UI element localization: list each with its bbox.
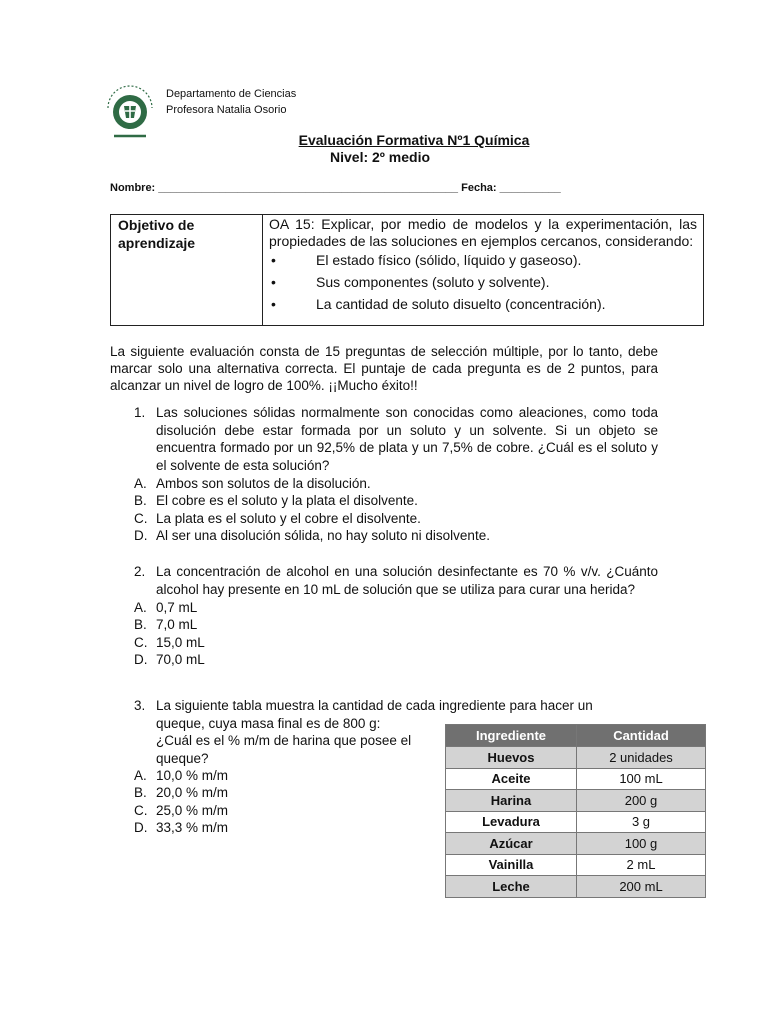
- question-number: 3.: [134, 698, 146, 713]
- ingredient-cell: Huevos: [446, 747, 577, 769]
- table-row: [446, 876, 706, 898]
- question-number: 1.: [134, 405, 146, 420]
- teacher-name: Profesora Natalia Osorio: [166, 104, 287, 116]
- date-field[interactable]: Fecha: __________: [461, 182, 561, 194]
- question-text-line-2: queque, cuya masa final es de 800 g:: [156, 715, 381, 731]
- bullet-symbol: •: [271, 274, 276, 290]
- objective-table: [110, 214, 704, 326]
- option-text: 10,0 % m/m: [156, 768, 229, 783]
- ingredient-cell: Vainilla: [446, 854, 577, 876]
- option-letter: A.: [134, 768, 147, 783]
- column-header: Cantidad: [577, 725, 706, 747]
- option-letter: C.: [134, 511, 148, 526]
- option-letter: D.: [134, 652, 148, 667]
- objective-body: [263, 215, 703, 315]
- table-row: [446, 768, 706, 790]
- option-letter: B.: [134, 617, 147, 632]
- question-number: 2.: [134, 564, 146, 579]
- bullet-text: El estado físico (sólido, líquido y gaseoso).: [316, 252, 582, 268]
- question-1: [134, 404, 658, 476]
- question-text-line-1: La siguiente tabla muestra la cantidad de cada ingrediente para hacer un: [156, 698, 593, 713]
- quantity-cell: 100 mL: [577, 768, 706, 790]
- quantity-cell: 100 g: [577, 833, 706, 855]
- instructions: La siguiente evaluación consta de 15 preguntas de selección múltiple, por lo tanto, debe marcar solo una alternativa correcta. El puntaje de cada pregunta es de 2 puntos, para alcanzar un nivel de logro de 100%. ¡¡Mucho éxito!!: [110, 344, 658, 393]
- table-row: [446, 833, 706, 855]
- level-text: Nivel: 2º medio: [330, 149, 431, 165]
- table-header-row: [446, 725, 706, 747]
- option-letter: D.: [134, 528, 148, 543]
- option-text: Al ser una disolución sólida, no hay soluto ni disolvente.: [156, 528, 490, 543]
- ingredients-table: [445, 724, 706, 898]
- question-text-line-3: ¿Cuál es el % m/m de harina que posee el queque?: [156, 733, 412, 766]
- name-date-row: [110, 182, 561, 194]
- objective-text: OA 15: Explicar, por medio de modelos y la experimentación, las propiedades de las soluciones en ejemplos cercanos, considerando:: [269, 216, 697, 249]
- option-letter: C.: [134, 635, 148, 650]
- quantity-cell: 3 g: [577, 811, 706, 833]
- option-text: 7,0 mL: [156, 617, 198, 632]
- question-text: La concentración de alcohol en una solución desinfectante es 70 % v/v. ¿Cuánto alcohol hay presente en 10 mL de solución que se utiliza para curar una herida?: [156, 564, 658, 597]
- table-row: [446, 790, 706, 812]
- bullet-text: Sus componentes (soluto y solvente).: [316, 274, 550, 290]
- quantity-cell: 2 unidades: [577, 747, 706, 769]
- ingredient-cell: Levadura: [446, 811, 577, 833]
- ingredient-cell: Azúcar: [446, 833, 577, 855]
- table-row: [446, 854, 706, 876]
- name-field[interactable]: Nombre: _________________________________________________: [110, 182, 459, 194]
- option-letter: D.: [134, 820, 148, 835]
- column-header: Ingrediente: [446, 725, 577, 747]
- question-2: [134, 563, 658, 599]
- option-text: 20,0 % m/m: [156, 785, 229, 800]
- ingredient-cell: Leche: [446, 876, 577, 898]
- option-text: El cobre es el soluto y la plata el disolvente.: [156, 493, 418, 508]
- objective-bullet: [269, 271, 697, 293]
- ingredient-cell: Harina: [446, 790, 577, 812]
- option-text: 70,0 mL: [156, 652, 205, 667]
- option-letter: A.: [134, 600, 147, 615]
- question-text: Las soluciones sólidas normalmente son conocidas como aleaciones, como toda disolución debe estar formada por un soluto y un solvente. Si un objeto se encuentra formado por un 92,5% de plata y un 7,5% de cobre. ¿Cuál es el soluto y el solvente de esta solución?: [156, 405, 658, 473]
- option-letter: C.: [134, 803, 148, 818]
- option-text: 33,3 % m/m: [156, 820, 229, 835]
- bullet-symbol: •: [271, 296, 276, 312]
- quantity-cell: 200 g: [577, 790, 706, 812]
- objective-bullet: [269, 293, 697, 315]
- department-header: [166, 86, 296, 118]
- option-text: Ambos son solutos de la disolución.: [156, 476, 371, 491]
- quantity-cell: 200 mL: [577, 876, 706, 898]
- objective-label: Objetivo de aprendizaje: [111, 215, 263, 325]
- option-letter: A.: [134, 476, 147, 491]
- objective-bullet: [269, 250, 697, 271]
- option-letter: B.: [134, 785, 147, 800]
- table-row: [446, 747, 706, 769]
- ingredient-cell: Aceite: [446, 768, 577, 790]
- table-row: [446, 811, 706, 833]
- option-text: 15,0 mL: [156, 635, 205, 650]
- quantity-cell: 2 mL: [577, 854, 706, 876]
- option-text: 25,0 % m/m: [156, 803, 229, 818]
- page-title: Evaluación Formativa Nº1 Química: [298, 132, 530, 148]
- option-text: La plata es el soluto y el cobre el disolvente.: [156, 511, 421, 526]
- bullet-text: La cantidad de soluto disuelto (concentración).: [316, 296, 606, 312]
- option-text: 0,7 mL: [156, 600, 198, 615]
- bullet-symbol: •: [271, 252, 276, 268]
- option-letter: B.: [134, 493, 147, 508]
- department-name: Departamento de Ciencias: [166, 88, 297, 100]
